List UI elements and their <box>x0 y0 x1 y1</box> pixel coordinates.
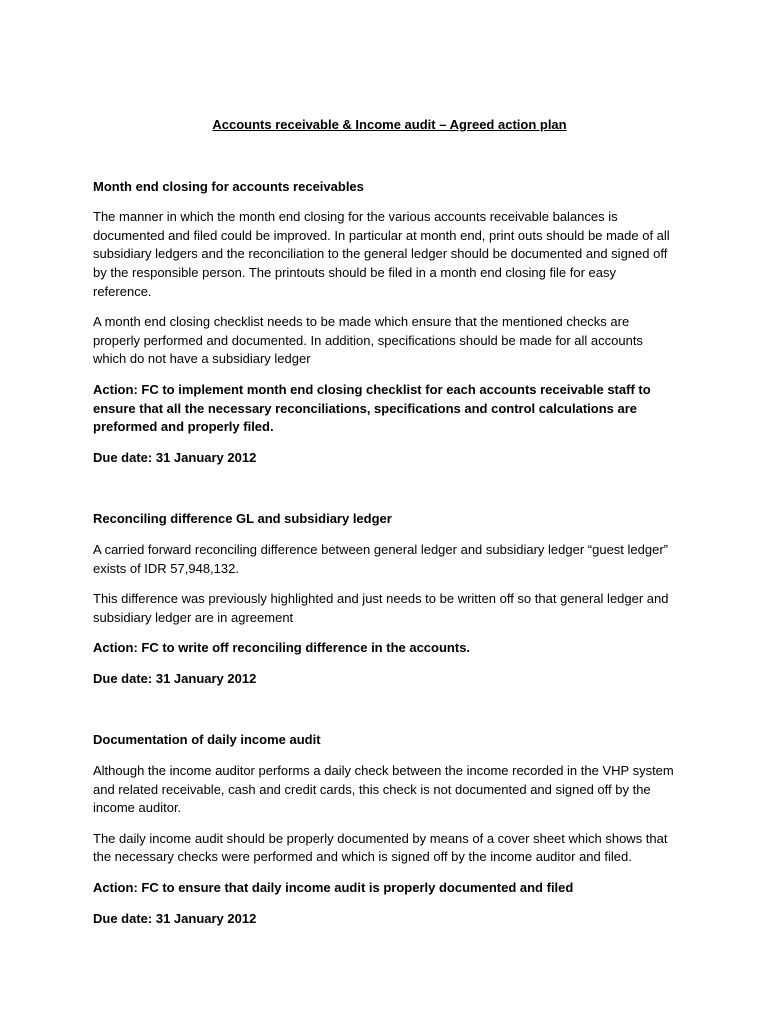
action-statement: Action: FC to implement month end closing checklist for each accounts receivable staff to ensure that all the necessary reconciliations, specifications and control calculations are preformed and properly filed. <box>93 381 651 435</box>
section-paragraph: The daily income audit should be properly documented by means of a cover sheet which shows that the necessary checks were performed and which is signed off by the income auditor and filed. <box>93 830 668 865</box>
due-date: Due date: 31 January 2012 <box>93 910 257 926</box>
section-paragraph: A carried forward reconciling difference between general ledger and subsidiary ledger “guest ledger” exists of IDR 57,948,132. <box>93 541 668 576</box>
action-statement: Action: FC to ensure that daily income audit is properly documented and filed <box>93 880 574 896</box>
section-heading-daily-income-audit: Documentation of daily income audit <box>93 732 321 748</box>
action-statement: Action: FC to write off reconciling difference in the accounts. <box>93 640 471 656</box>
section-paragraph: This difference was previously highlighted and just needs to be written off so that general ledger and subsidiary ledger are in agreement <box>93 591 669 625</box>
due-date: Due date: 31 January 2012 <box>93 670 257 686</box>
section-heading-reconciling-difference: Reconciling difference GL and subsidiary ledger <box>93 511 392 527</box>
section-paragraph: The manner in which the month end closing for the various accounts receivable balances is documented and filed could be improved. In particular at month end, print outs should be made of all subsidiary ledgers and the reconciliation to the general ledger should be documented and signed off by the responsible person. The printouts should be filed in a month end closing file for easy reference. <box>93 209 670 299</box>
due-date: Due date: 31 January 2012 <box>93 449 257 465</box>
section-heading-month-end-closing: Month end closing for accounts receivables <box>93 178 364 194</box>
section-paragraph: Although the income auditor performs a daily check between the income recorded in the VHP system and related receivable, cash and credit cards, this check is not documented and signed off by the income auditor. <box>93 763 674 816</box>
document-title: Accounts receivable & Income audit – Agreed action plan <box>212 117 567 132</box>
document-body <box>93 116 678 928</box>
section-paragraph: A month end closing checklist needs to be made which ensure that the mentioned checks are properly performed and documented. In addition, specifications should be made for all accounts which do not have a subsidiary ledger <box>93 314 643 367</box>
